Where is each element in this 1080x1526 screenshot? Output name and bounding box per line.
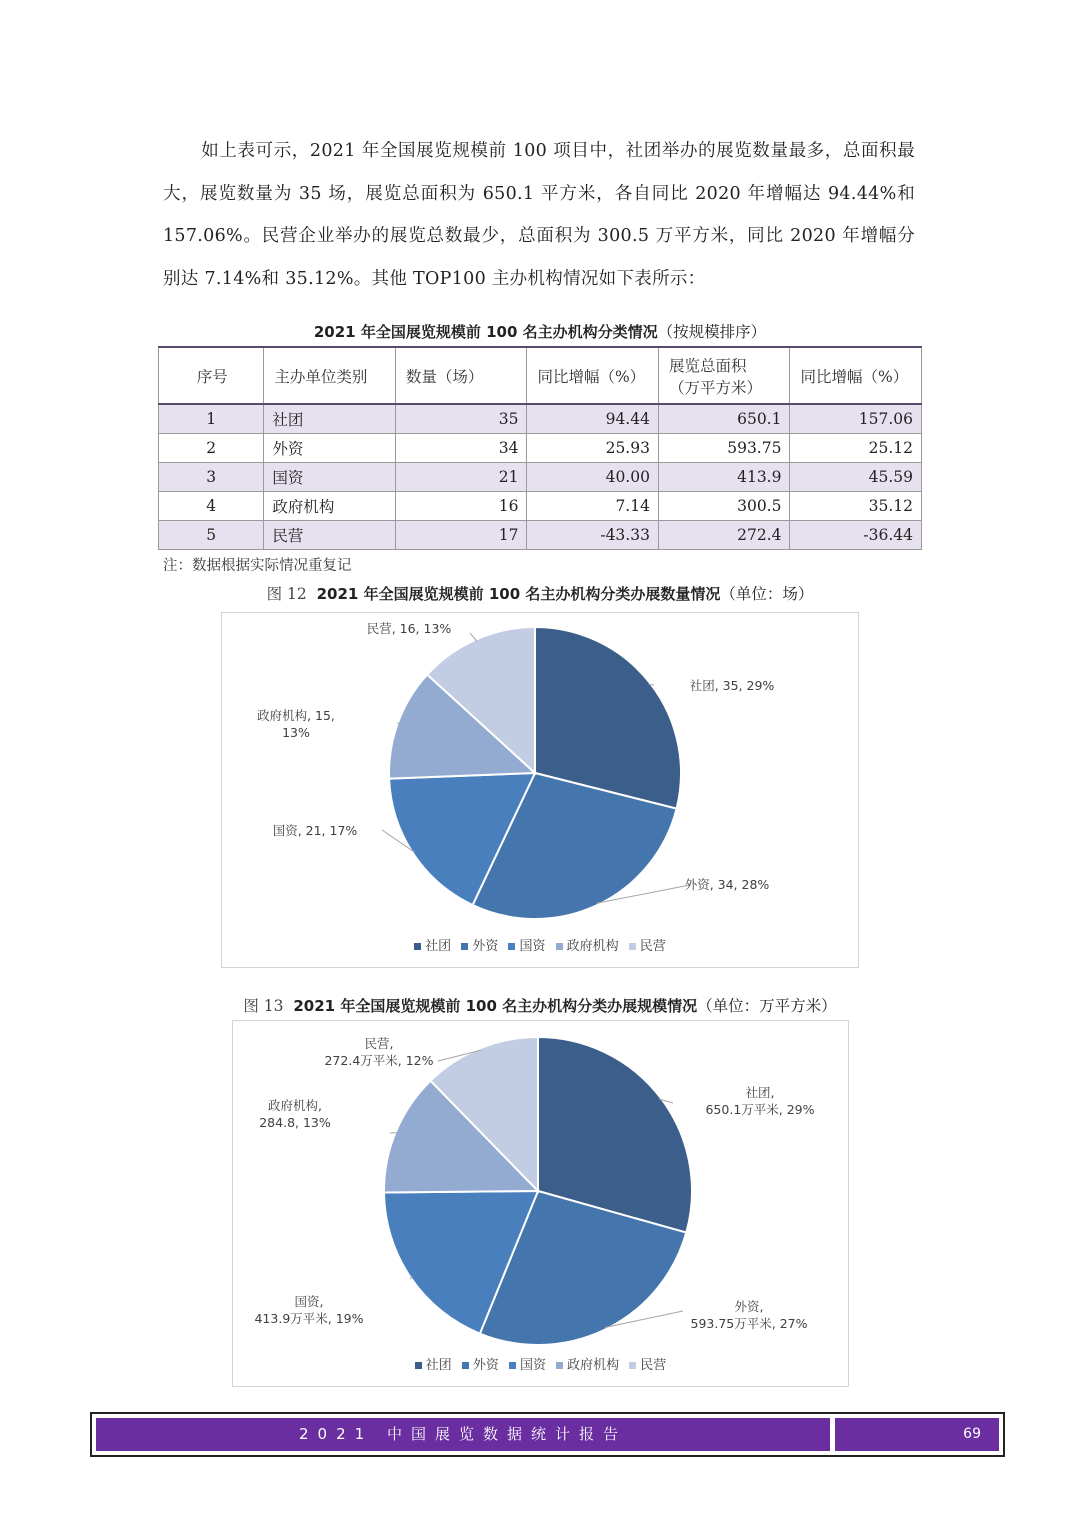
legend-item [556,1358,619,1373]
cell-index: 4 [159,492,264,521]
data-label: 650.1万平米, 29% [705,1102,815,1117]
table-row [159,404,922,434]
header-category: 主办单位类别 [264,347,396,404]
pie-chart-area [232,1020,849,1387]
cell-category: 外资 [264,434,396,463]
cell-area-growth: 35.12 [790,492,922,521]
footer-title: 2021 中国展览数据统计报告 [96,1418,830,1451]
cell-count-growth: 7.14 [527,492,659,521]
cell-index: 3 [159,463,264,492]
table-row [159,492,922,521]
legend-swatch [462,1362,469,1369]
data-label: 593.75万平米, 27% [690,1316,808,1331]
cell-area: 272.4 [658,521,790,550]
header-count-growth: 同比增幅（%） [527,347,659,404]
cell-count: 34 [395,434,527,463]
pie-chart-count-legend [222,935,858,954]
legend-item [509,1358,546,1373]
data-label: 外资, [734,1299,764,1314]
table-header-row [159,347,922,404]
legend-label: 国资 [519,1358,546,1373]
legend-item [461,939,498,954]
data-label: 国资, [294,1294,324,1309]
cell-count-growth: 25.93 [527,434,659,463]
figure12-prefix: 图 12 [266,585,307,603]
data-label: 政府机构, 15, [257,708,335,723]
pie-chart-count-svg [222,613,858,967]
cell-area: 593.75 [658,434,790,463]
data-label: 272.4万平米, 12% [324,1053,434,1068]
legend-swatch [508,943,515,950]
header-area [658,347,790,404]
cell-area: 413.9 [658,463,790,492]
table-row [159,434,922,463]
legend-item [415,1358,452,1373]
table-row [159,463,922,492]
legend-swatch [629,943,636,950]
cell-count: 35 [395,404,527,434]
data-label: 外资, 34, 28% [684,877,770,892]
figure13-unit: （单位：万平方米） [697,997,837,1015]
legend-label: 社团 [425,939,452,954]
figure13-title: 2021 年全国展览规模前 100 名主办机构分类办展规模情况 [293,997,698,1015]
data-label: 13% [282,725,310,740]
legend-item [629,1358,666,1373]
cell-category: 政府机构 [264,492,396,521]
cell-area: 300.5 [658,492,790,521]
table-title: 2021 年全国展览规模前 100 名主办机构分类情况 [313,323,658,341]
page-number: 69 [963,1426,981,1442]
cell-index: 2 [159,434,264,463]
data-label: 国资, 21, 17% [272,823,358,838]
cell-category: 国资 [264,463,396,492]
header-index: 序号 [159,347,264,404]
figure12-title: 2021 年全国展览规模前 100 名主办机构分类办展数量情况 [316,585,721,603]
data-label: 社团, [745,1085,775,1100]
cell-count: 17 [395,521,527,550]
figure13-caption [0,994,1080,1016]
legend-label: 社团 [425,1358,452,1373]
legend-label: 外资 [472,1358,499,1373]
cell-area: 650.1 [658,404,790,434]
cell-area-growth: 45.59 [790,463,922,492]
data-label: 政府机构, [268,1098,322,1113]
cell-count-growth: 94.44 [527,404,659,434]
legend-swatch [461,943,468,950]
table-row [159,521,922,550]
legend-label: 外资 [472,939,499,954]
legend-label: 政府机构 [567,1358,620,1373]
cell-index: 5 [159,521,264,550]
legend-item [556,939,619,954]
legend-item [462,1358,499,1373]
legend-swatch [414,943,421,950]
organizer-table [158,346,922,550]
table-title-suffix: （按规模排序） [657,323,767,341]
pie-chart-area-legend [233,1354,848,1373]
footer-page-box [835,1418,999,1451]
pie-chart-area-svg [233,1021,848,1386]
figure13-prefix: 图 13 [243,997,284,1015]
legend-swatch [415,1362,422,1369]
page-footer [90,1412,1005,1457]
legend-label: 民营 [639,939,666,954]
cell-index: 1 [159,404,264,434]
header-area-line1: 展览总面积 [668,356,747,375]
cell-count: 16 [395,492,527,521]
data-label: 284.8, 13% [259,1115,331,1130]
header-area-growth: 同比增幅（%） [790,347,922,404]
legend-item [629,939,666,954]
cell-area-growth: 25.12 [790,434,922,463]
cell-count-growth: 40.00 [527,463,659,492]
table-caption [0,320,1080,342]
paragraph-text: 如上表可示，2021 年全国展览规模前 100 项目中，社团举办的展览数量最多，总面积最大，展览数量为 35 场，展览总面积为 650.1 平方米，各自同比 2020 年增幅达 94.44%和 157.06%。民营企业举办的展览总数最少，总面积为 300.5 万平方米，同比 2020 年增幅分别达 7.14%和 35.12%。其他 TOP100 主办机构情况如下表所示： [163,141,915,289]
header-area-line2: （万平方米） [668,378,762,397]
data-label: 413.9万平米, 19% [254,1311,364,1326]
data-label: 社团, 35, 29% [689,678,775,693]
legend-swatch [629,1362,636,1369]
legend-item [508,939,545,954]
cell-count-growth: -43.33 [527,521,659,550]
cell-category: 社团 [264,404,396,434]
table-note: 注：数据根据实际情况重复记 [163,558,352,574]
header-count: 数量（场） [395,347,527,404]
figure12-caption [0,582,1080,604]
cell-count: 21 [395,463,527,492]
body-paragraph [163,130,915,300]
legend-label: 民营 [640,1358,667,1373]
figure12-unit: （单位：场） [720,585,814,603]
legend-swatch [509,1362,516,1369]
cell-category: 民营 [264,521,396,550]
legend-item [414,939,451,954]
legend-swatch [556,1362,563,1369]
leader-line [649,684,654,685]
data-label: 民营, [364,1036,394,1051]
data-label: 民营, 16, 13% [366,621,452,636]
cell-area-growth: 157.06 [790,404,922,434]
leader-line [397,723,400,724]
pie-chart-count [221,612,859,968]
legend-label: 政府机构 [566,939,619,954]
cell-area-growth: -36.44 [790,521,922,550]
legend-swatch [556,943,563,950]
legend-label: 国资 [519,939,546,954]
